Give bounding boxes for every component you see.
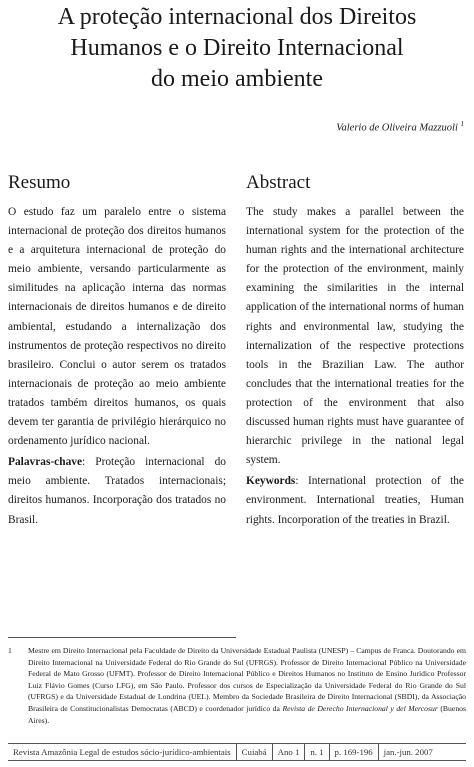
resumo-keywords-text: : Proteção internacional do meio ambiente. Tratados internacionais; direitos humanos. Incorporação dos tratados no Brasil.: [8, 456, 226, 526]
resumo-body: O estudo faz um paralelo entre o sistema internacional de proteção dos direitos humanos e a arquitetura internacional de proteção do meio ambiente, versando particularmente as similitudes na aplicação interna das normas internacionais de direitos humanos e de direito ambiental, estudando a internalização dos instrumentos de proteção respectivos no direito brasileiro. Conclui o autor serem os tratados internacionais de proteção ao meio ambiente tratados também direitos humanos, os quais devem ter garantia de privilégio hierárquico no ordenamento jurídico nacional.: [8, 206, 226, 448]
abstract-body: The study makes a parallel between the international system for the protection of the human rights and the international architecture for the protection of the environment, mainly examining the similarities in the internal application of the international norms of human rights and environmental law, studying the internalization of the respective protections tools in the Brazilian Law. The author concludes that the international treaties for the protection of the environment that also discussed human rights must have guarantee of hierarchic privilege in the national legal system.: [246, 206, 464, 467]
footnote-journal-title: Revista de Derecho Internacional y del Mercosur: [282, 703, 438, 713]
resumo-keywords: [8, 453, 226, 529]
title-line-1: A proteção internacional dos Direitos: [57, 4, 417, 30]
abstract-keywords: [246, 472, 464, 529]
abstract-keywords-label: Keywords: [246, 475, 296, 488]
article-title: [0, 2, 474, 95]
footnote-text-part1: Mestre em Direito Internacional pela Faculdade de Direito da Universidade Estadual Paulista (UNESP) – Campus de Franca. Doutorando em Direito Internacional na Universidade Federal do Rio Grande do Sul (UFRGS). Professor de Direito Internacional Público na Universidade Federal de Mato Grosso (UFMT). Professor de Direito Internacional Público e Direitos Humanos no Instituto de Ensino Jurídico Professor Luiz Flávio Gomes (Curso LFG), em São Paulo. Professor dos cursos de Especialização da Universidade Federal do Rio Grande do Sul (UFRGS) e da Universidade Estadual de Londrina (UEL). Membro da Sociedade Brasileira de Direito Internacional (SBDI), da Associação Brasileira de Constitucionalistas Democratas (ABCD) e coordenador jurídico da: [28, 646, 466, 713]
abstract-heading: Abstract: [246, 172, 311, 193]
title-line-2: Humanos e o Direito Internacional: [70, 35, 404, 61]
footer-date: jan.-jun. 2007: [383, 747, 433, 757]
footer-journal: Revista Amazônia Legal de estudos sócio-jurídico-ambientais: [8, 744, 237, 760]
footer-volume: Ano 1: [273, 744, 306, 760]
resumo-column: [8, 203, 226, 530]
footnote: [8, 645, 466, 726]
footnote-number: 1: [8, 646, 12, 655]
abstract-keywords-text: : International protection of the environment. International treaties, Human rights. Incorporation of the treaties in Brazil.: [246, 475, 464, 526]
footnote-separator: [8, 637, 236, 638]
author-footnote-mark: 1: [460, 120, 464, 128]
footnote-text-part2: (Buenos Aires).: [28, 703, 466, 725]
abstract-column: [246, 203, 464, 530]
footer-city: Cuiabá: [237, 744, 273, 760]
resumo-heading: Resumo: [8, 172, 71, 193]
footnote-text: [28, 645, 466, 726]
footer-number: n. 1: [305, 744, 329, 760]
page-footer: [8, 743, 466, 761]
author-byline: [336, 120, 464, 134]
footer-pages: p. 169-196: [330, 744, 379, 760]
title-line-3: do meio ambiente: [151, 66, 323, 92]
author-name: Valerio de Oliveira Mazzuoli: [336, 122, 458, 134]
resumo-keywords-label: Palavras-chave: [8, 456, 83, 469]
